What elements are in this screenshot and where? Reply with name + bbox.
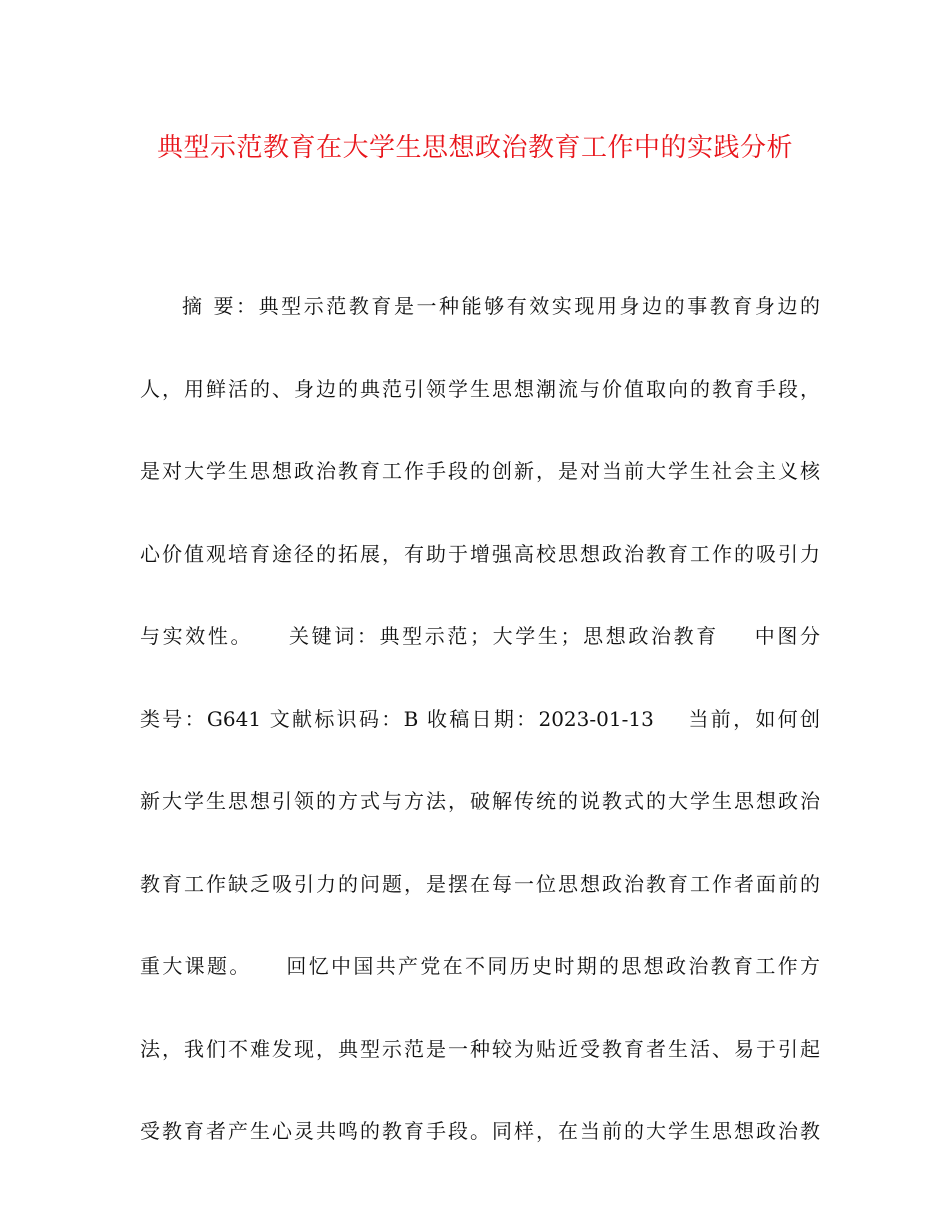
document-title: 典型示范教育在大学生思想政治教育工作中的实践分析 xyxy=(156,133,793,163)
text-line: 受教育者产生心灵共鸣的教育手段。同样，在当前的大学生思想政治教 xyxy=(140,1119,820,1143)
text-line: 人，用鲜活的、身边的典范引领学生思想潮流与价值取向的教育手段， xyxy=(140,376,820,401)
text-line: 重大课题。 回忆中国共产党在不同历史时期的思想政治教育工作方 xyxy=(140,954,820,978)
text-line: 新大学生思想引领的方式与方法，破解传统的说教式的大学生思想政治 xyxy=(140,789,820,813)
text-line: 摘 要：典型示范教育是一种能够有效实现用身边的事教育身边的 xyxy=(182,294,820,318)
body-text xyxy=(140,286,820,1194)
text-line: 类号：G641 文献标识码：B 收稿日期：2023-01-13 当前，如何创 xyxy=(140,706,820,731)
text-line: 是对大学生思想政治教育工作手段的创新，是对当前大学生社会主义核 xyxy=(140,459,820,483)
text-line: 与实效性。 关键词：典型示范；大学生；思想政治教育 中图分 xyxy=(140,624,820,648)
text-line: 心价值观培育途径的拓展，有助于增强高校思想政治教育工作的吸引力 xyxy=(140,541,820,566)
text-line: 法，我们不难发现，典型示范是一种较为贴近受教育者生活、易于引起 xyxy=(140,1036,820,1061)
text-line: 教育工作缺乏吸引力的问题，是摆在每一位思想政治教育工作者面前的 xyxy=(140,871,820,896)
